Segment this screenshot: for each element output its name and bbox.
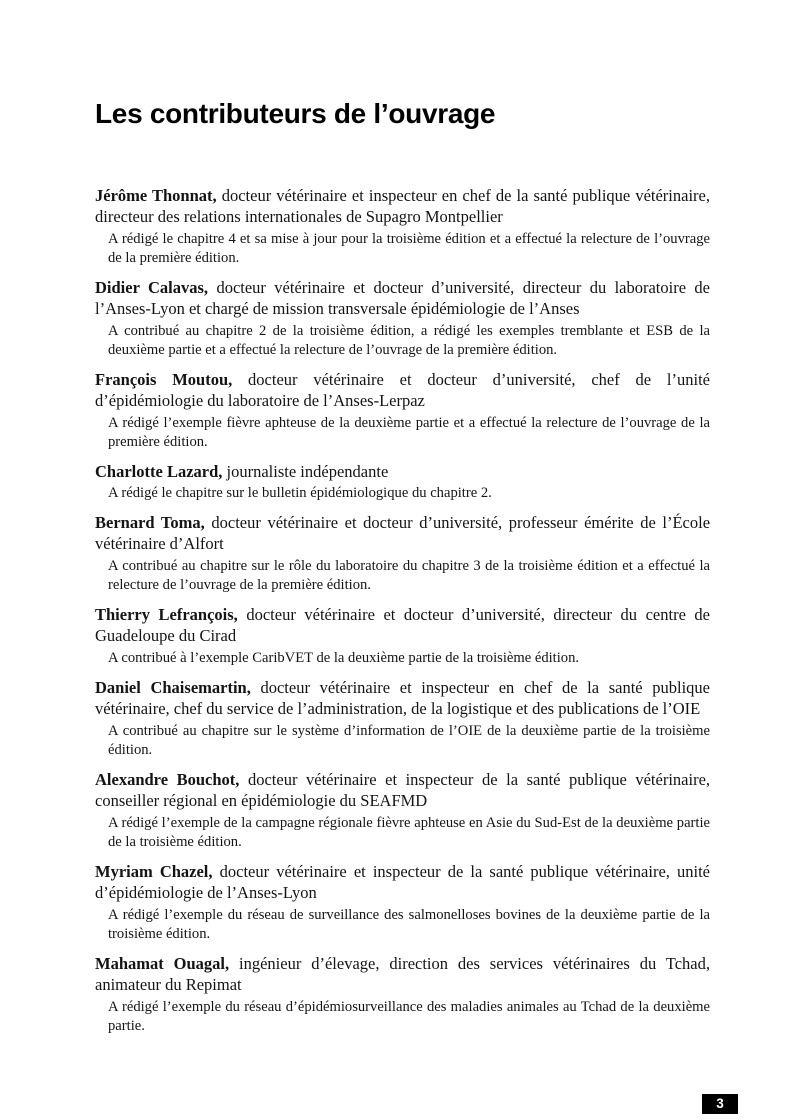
contributor-note: A rédigé l’exemple du réseau d’épidémiosurveillance des maladies animales au Tchad de la deuxième partie.	[108, 998, 710, 1034]
contributor-role: docteur vétérinaire et docteur d’université, professeur émérite de l’École vétérinaire d’Alfort	[95, 513, 711, 554]
contributor-note: A rédigé l’exemple de la campagne régionale fièvre aphteuse en Asie du Sud-Est de la deuxième partie de la troisième édition.	[108, 814, 710, 850]
contributor-note: A contribué au chapitre 2 de la troisième édition, a rédigé les exemples tremblante et ESB de la deuxième partie et a effectué la relecture de l’ouvrage de la première édition.	[108, 322, 710, 358]
contributor-name: Daniel Chaisemartin,	[95, 678, 251, 698]
contributor-entry	[95, 370, 710, 452]
contributor-role: docteur vétérinaire et inspecteur de la santé publique vétérinaire, conseiller régional en épidémiologie du SEAFMD	[95, 770, 711, 810]
contributor-entry	[95, 278, 710, 360]
contributor-entry	[95, 862, 710, 944]
contributor-name: Bernard Toma,	[95, 513, 205, 533]
contributor-entry	[95, 954, 710, 1036]
contributor-role: ingénieur d’élevage, direction des services vétérinaires du Tchad, animateur du Repimat	[95, 953, 710, 994]
contributor-role: docteur vétérinaire et inspecteur en chef de la santé publique vétérinaire, chef du service de l’administration, de la logistique et des publications de l’OIE	[95, 678, 710, 719]
page-title: Les contributeurs de l’ouvrage	[95, 98, 496, 129]
contributor-entry	[95, 678, 710, 760]
contributor-name: Didier Calavas,	[95, 277, 209, 297]
contributor-note: A rédigé l’exemple fièvre aphteuse de la deuxième partie et a effectué la relecture de l’ouvrage de la première édition.	[108, 414, 710, 450]
contributor-role: docteur vétérinaire et docteur d’université, chef de l’unité d’épidémiologie du laboratoire de l’Anses-Lerpaz	[95, 369, 710, 410]
contributor-note: A contribué à l’exemple CaribVET de la deuxième partie de la troisième édition.	[108, 650, 580, 667]
contributor-entry	[95, 462, 710, 504]
contributor-role: docteur vétérinaire et inspecteur en chef de la santé publique vétérinaire, directeur des relations internationales de Supagro Montpellier	[95, 186, 710, 226]
contributor-note: A contribué au chapitre sur le système d’information de l’OIE de la deuxième partie de la troisième édition.	[108, 723, 710, 759]
contributor-name: Alexandre Bouchot,	[95, 770, 240, 790]
contributor-note: A rédigé le chapitre sur le bulletin épidémiologique du chapitre 2.	[108, 485, 492, 502]
contributor-name: Thierry Lefrançois,	[95, 605, 238, 625]
contributor-name: Jérôme Thonnat,	[95, 186, 217, 205]
contributors-list	[95, 186, 710, 1036]
contributor-entry	[95, 186, 710, 268]
contributor-note: A rédigé l’exemple du réseau de surveillance des salmonelloses bovines de la deuxième partie de la troisième édition.	[108, 906, 710, 942]
contributor-note: A contribué au chapitre sur le rôle du laboratoire du chapitre 3 de la troisième édition et a effectué la relecture de l’ouvrage de la première édition.	[108, 558, 710, 594]
contributor-entry	[95, 770, 710, 852]
page-number-badge: 3	[702, 1094, 738, 1114]
contributor-entry	[95, 513, 710, 595]
contributor-name: Myriam Chazel,	[95, 861, 213, 881]
contributor-role: docteur vétérinaire et docteur d’université, directeur du laboratoire de l’Anses-Lyon et chargé de mission transversale épidémiologie de l’Anses	[95, 277, 711, 318]
contributor-name: Mahamat Ouagal,	[95, 953, 230, 973]
contributor-role: docteur vétérinaire et docteur d’université, directeur du centre de Guadeloupe du Cirad	[95, 605, 711, 646]
contributor-role: docteur vétérinaire et inspecteur de la santé publique vétérinaire, unité d’épidémiologie de l’Anses-Lyon	[95, 861, 710, 902]
contributor-note: A rédigé le chapitre 4 et sa mise à jour pour la troisième édition et a effectué la relecture de l’ouvrage de la première édition.	[108, 230, 710, 266]
contributor-name: Charlotte Lazard,	[95, 461, 223, 481]
contributor-entry	[95, 605, 710, 668]
contributor-name: François Moutou,	[95, 369, 233, 389]
contributor-role: journaliste indépendante	[226, 461, 389, 481]
